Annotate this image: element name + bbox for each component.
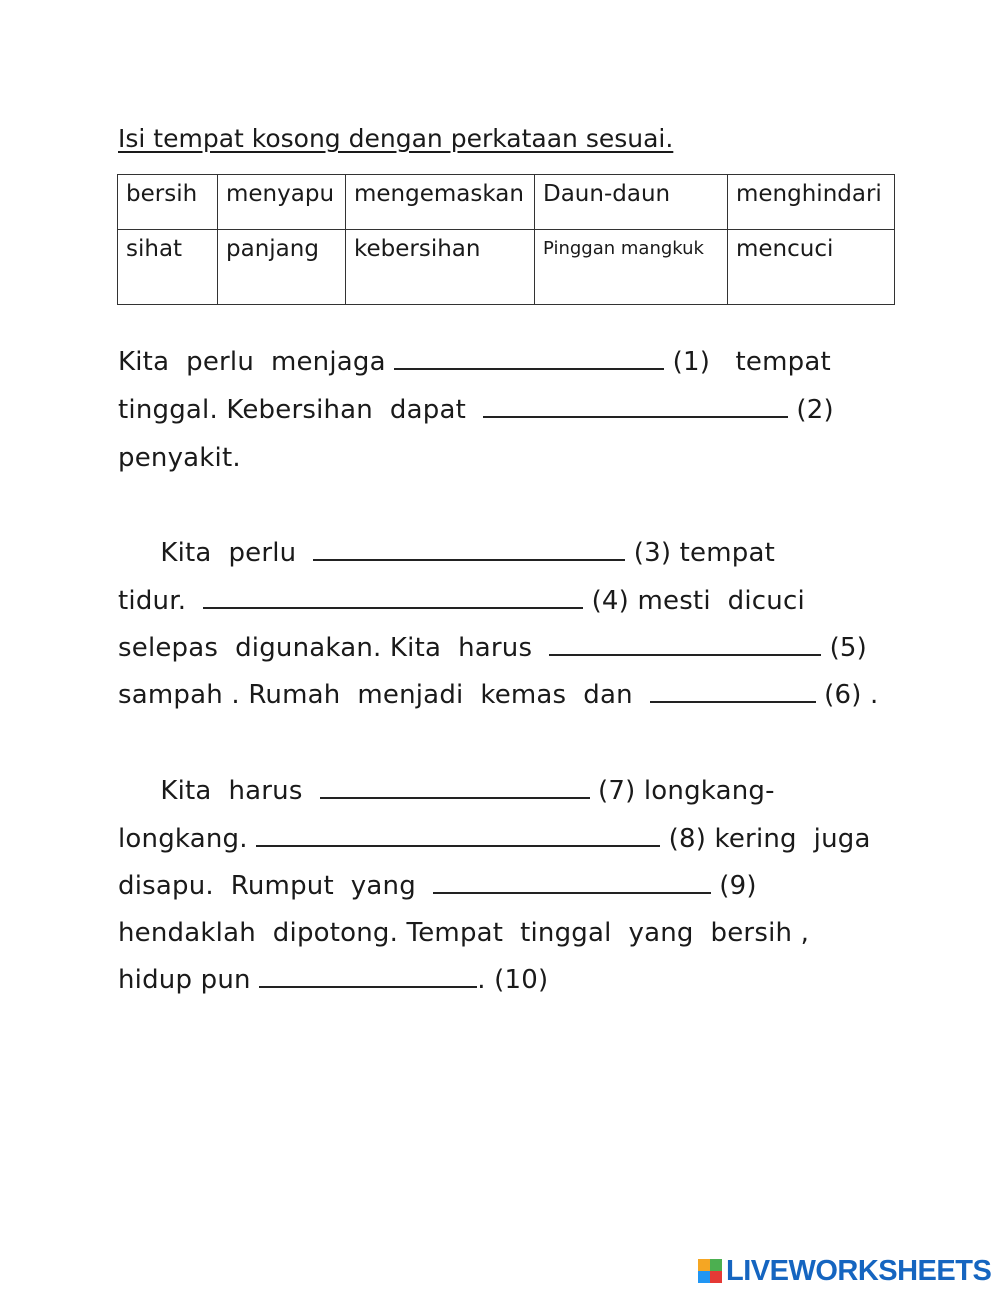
passage-text: longkang. [118,824,257,854]
passage-line [118,394,834,426]
passage-text: sampah . Rumah menjadi kemas dan [118,680,650,710]
passage-text: (4) mesti dicuci [583,586,805,616]
passage-text: hidup pun [118,965,260,995]
answer-blank-1[interactable] [394,346,664,370]
passage-line [118,964,548,996]
answer-blank-10[interactable] [259,964,477,988]
word-bank-cell: mengemaskan [346,175,535,230]
passage-line [118,537,775,569]
word-bank-cell: kebersihan [346,230,535,305]
word-bank-cell: menghindari [728,175,895,230]
passage-text: (6) . [815,680,879,710]
word-bank-cell: menyapu [218,175,346,230]
passage-text: (2) [787,395,834,425]
liveworksheets-logo-icon [698,1259,722,1283]
passage-text: disapu. Rumput yang [118,871,433,901]
answer-blank-9[interactable] [433,870,711,894]
passage-text: (7) longkang- [589,776,775,806]
answer-blank-5[interactable] [549,632,821,656]
passage-line [118,632,867,664]
passage-text: (5) [821,633,868,663]
passage-line: penyakit. [118,443,241,473]
passage-line [118,823,871,855]
word-bank-row [118,230,895,305]
passage-line: hendaklah dipotong. Tempat tinggal yang bersih , [118,918,810,948]
word-bank-table [117,174,895,305]
word-bank-cell: Daun-daun [535,175,728,230]
answer-blank-7[interactable] [320,775,590,799]
worksheet-title: Isi tempat kosong dengan perkataan sesuai. [118,124,674,153]
passage-line [118,775,775,807]
passage-text: (8) kering juga [660,824,871,854]
answer-blank-4[interactable] [203,585,583,609]
passage-text: Kita perlu menjaga [118,347,395,377]
passage-text: (1) tempat [664,347,831,377]
answer-blank-8[interactable] [256,823,660,847]
passage-text: tidur. [118,586,204,616]
passage-text: (9) [710,871,757,901]
passage-text: tinggal. Kebersihan dapat [118,395,483,425]
word-bank-row [118,175,895,230]
passage-text: Kita harus [118,776,320,806]
word-bank-cell: bersih [118,175,218,230]
answer-blank-3[interactable] [313,537,625,561]
passage-line [118,679,879,711]
passage-line [118,870,757,902]
answer-blank-2[interactable] [483,394,788,418]
word-bank-cell: sihat [118,230,218,305]
passage-text: selepas digunakan. Kita harus [118,633,550,663]
word-bank-cell: Pinggan mangkuk [535,230,728,305]
passage-text: Kita perlu [118,538,314,568]
logo-text: LIVEWORKSHEETS [726,1254,992,1287]
passage-text: . (10) [477,965,549,995]
liveworksheets-logo[interactable] [698,1256,991,1286]
word-bank-cell: panjang [218,230,346,305]
passage-text: (3) tempat [625,538,775,568]
answer-blank-6[interactable] [650,679,816,703]
passage-line [118,346,831,378]
word-bank-cell: mencuci [728,230,895,305]
passage-line [118,585,805,617]
